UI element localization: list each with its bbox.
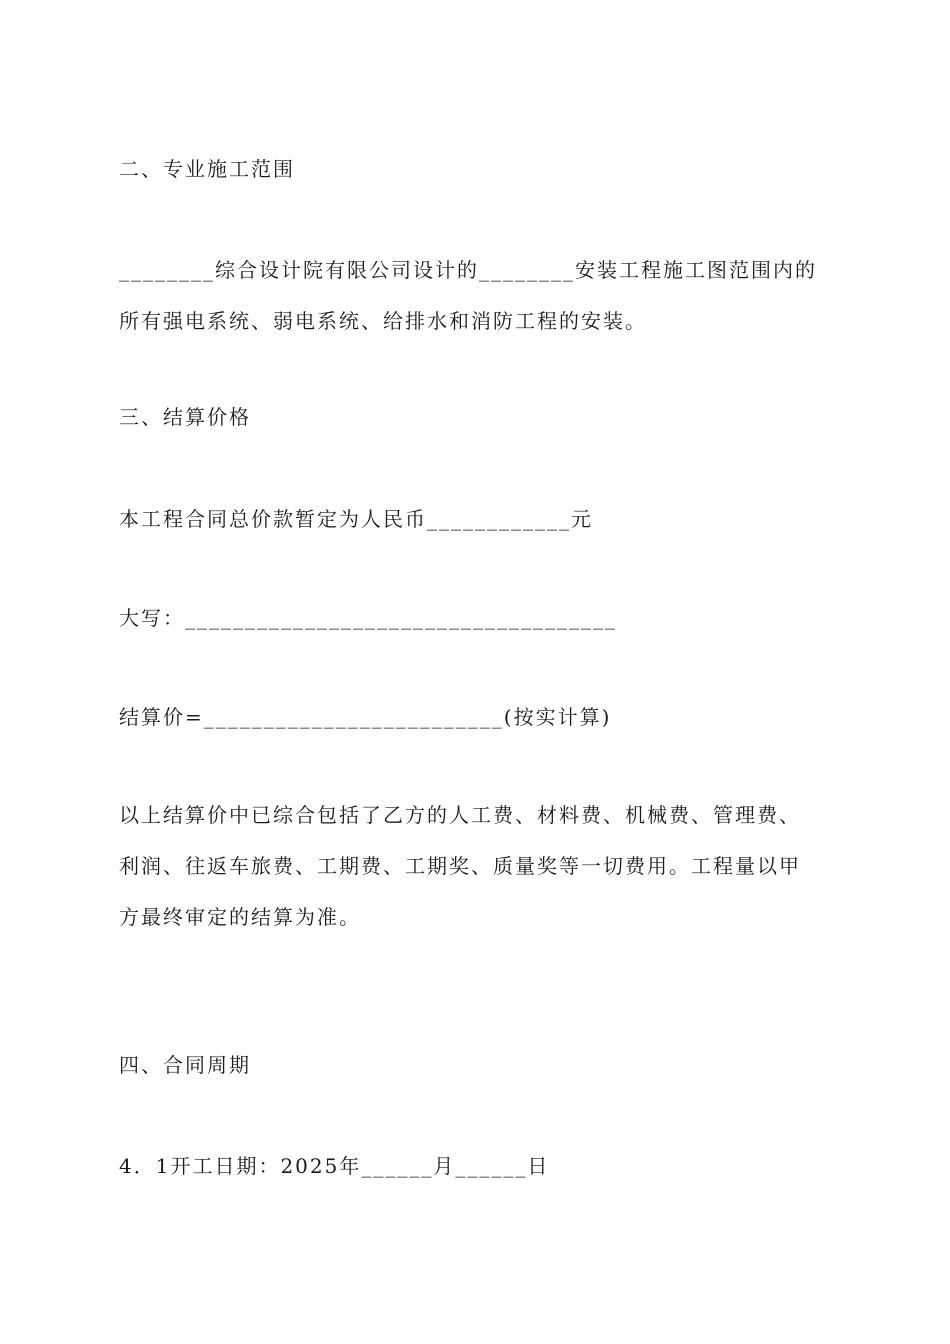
settlement-note-line-1: 以上结算价中已综合包括了乙方的人工费、材料费、机械费、管理费、 [119, 803, 801, 827]
settlement-label: 结算价= [119, 705, 204, 729]
total-price-blank: ____________ [427, 507, 571, 531]
design-institute-blank: ________ [119, 258, 215, 282]
total-price-line [119, 507, 593, 531]
settlement-price-line [119, 705, 611, 729]
settlement-suffix: (按实计算) [503, 705, 612, 729]
start-date-prefix: 4．1开工日期：2025年 [119, 1154, 362, 1178]
section-2-heading: 二、专业施工范围 [119, 157, 295, 181]
scope-line-1 [119, 258, 817, 282]
scope-text-a: 综合设计院有限公司设计的 [215, 258, 479, 282]
total-price-suffix: 元 [571, 507, 593, 531]
settlement-note-line-2: 利润、往返车旅费、工期费、工期奖、质量奖等一切费用。工程量以甲 [119, 854, 801, 878]
scope-text-b: 安装工程施工图范围内的 [575, 258, 817, 282]
project-name-blank: ________ [479, 258, 575, 282]
section-3-heading: 三、结算价格 [119, 405, 251, 429]
capital-amount-line [119, 606, 617, 630]
total-price-prefix: 本工程合同总价款暂定为人民币 [119, 507, 427, 531]
section-4-heading: 四、合同周期 [119, 1053, 251, 1077]
start-day-blank: ______ [455, 1154, 528, 1178]
scope-line-2: 所有强电系统、弱电系统、给排水和消防工程的安装。 [119, 309, 647, 333]
start-month-blank: ______ [361, 1154, 434, 1178]
capital-label: 大写： [119, 606, 185, 630]
settlement-note-line-3: 方最终审定的结算为准。 [119, 905, 361, 929]
start-date-line [119, 1154, 549, 1178]
start-month-label: 月 [433, 1154, 456, 1178]
capital-blank: ____________________________________ [185, 606, 617, 630]
start-day-label: 日 [527, 1154, 550, 1178]
settlement-blank: _________________________ [203, 705, 504, 729]
